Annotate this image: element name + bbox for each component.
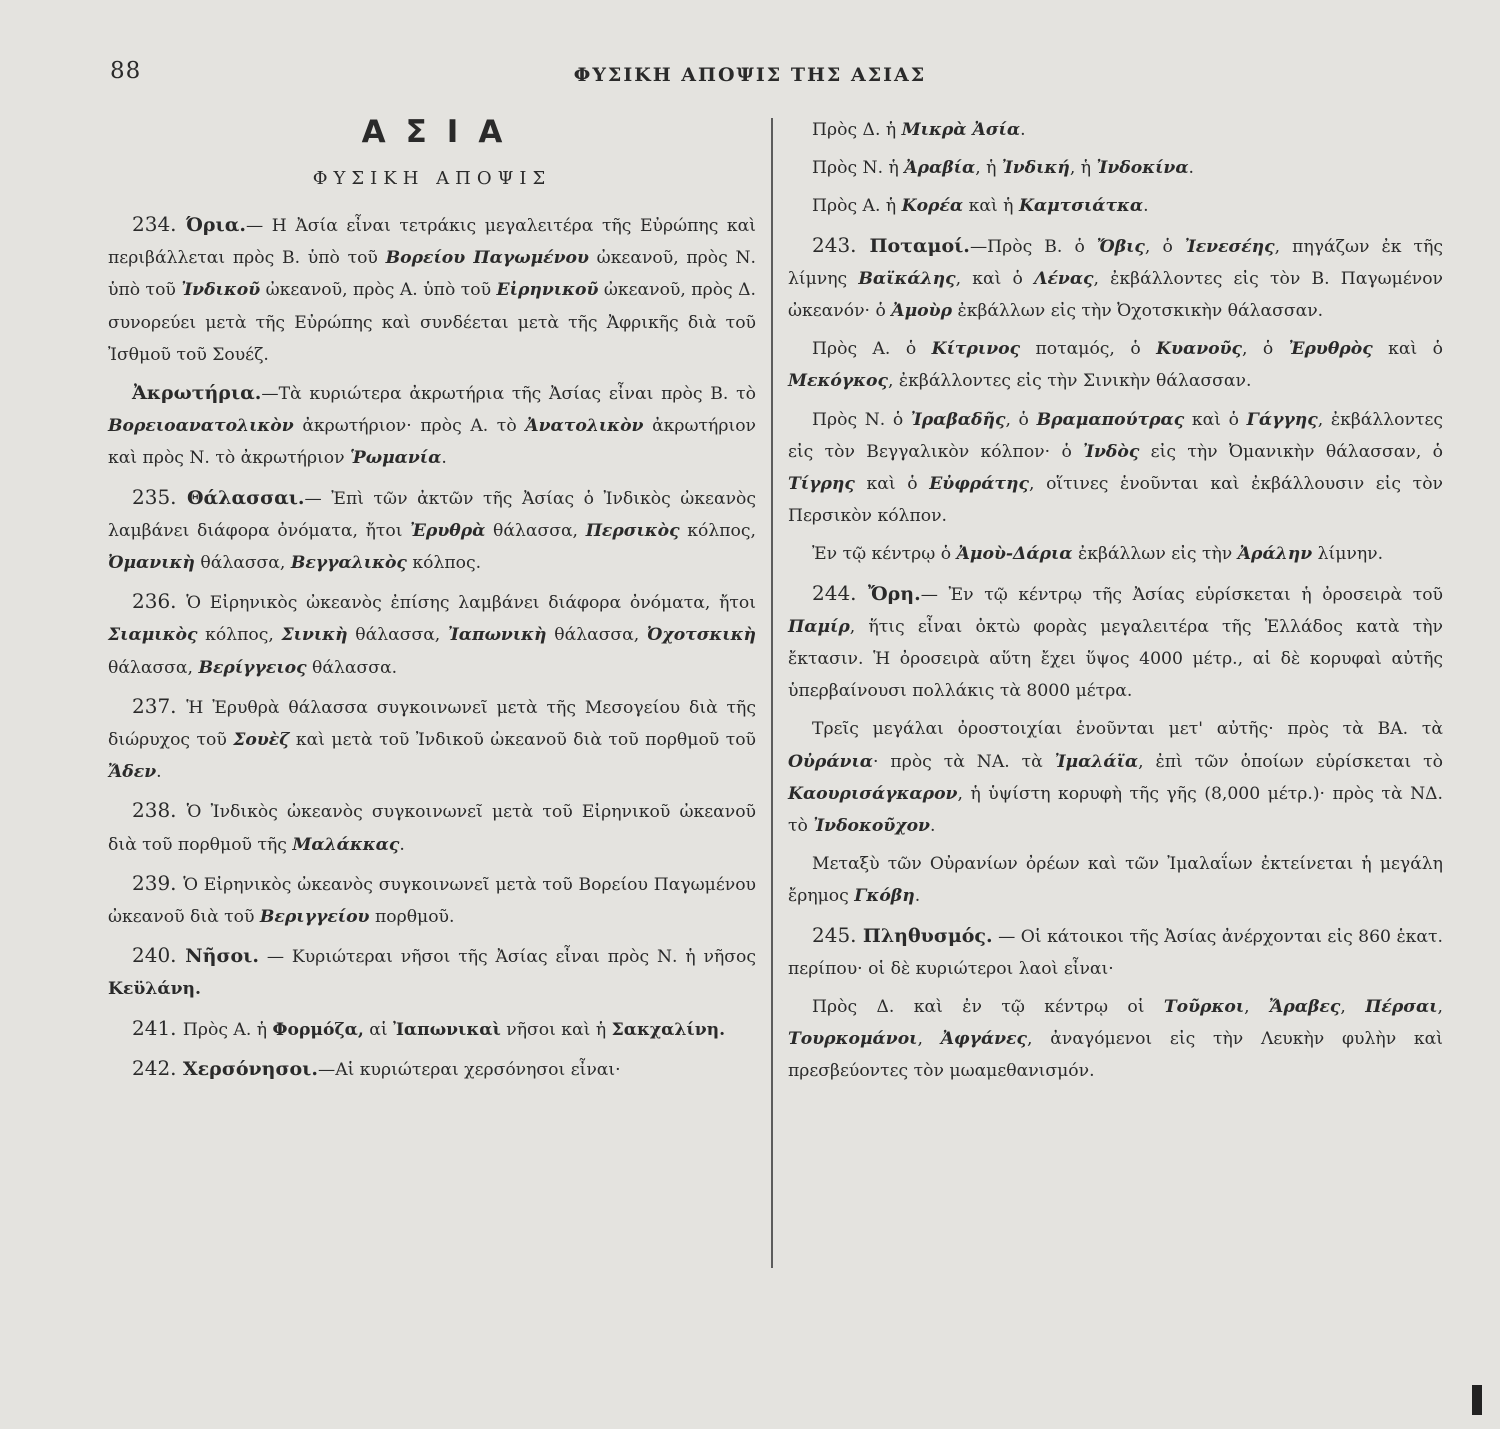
text-run: κόλπος. xyxy=(406,553,482,574)
text-run: Μαλάκκας xyxy=(292,834,400,855)
text-run: , ἐκβάλλοντες εἰς τὸν Βεγγαλικὸν κόλπον· ὁ xyxy=(788,409,1444,462)
text-run: . xyxy=(914,886,921,907)
text-run: . xyxy=(1143,196,1149,217)
text-run: Σινικὴ xyxy=(281,625,348,646)
text-run: Ἄραβες xyxy=(1269,997,1341,1018)
text-run: —Αἱ κυριώτεραι χερσόνησοι εἶναι· xyxy=(318,1059,621,1080)
text-run: . xyxy=(441,448,447,469)
text-run: . xyxy=(156,762,162,783)
text-run: Ὁ Εἰρηνικὸς ὠκεανὸς συγκοινωνεῖ μετὰ τοῦ Βορείου Παγωμένου ὠκεανοῦ διὰ τοῦ xyxy=(108,874,756,928)
text-run: Σιαμικὸς xyxy=(108,625,198,646)
text-run: Καμτσιάτκα xyxy=(1018,196,1144,217)
text-run: , xyxy=(1437,997,1443,1018)
text-run: καὶ μετὰ τοῦ Ἰνδικοῦ ὠκεανοῦ διὰ τοῦ πορθμοῦ τοῦ xyxy=(289,730,756,751)
text-run: Ἰνδική xyxy=(1001,158,1070,179)
text-run: καὶ ὁ xyxy=(1184,409,1247,430)
text-run: Πέρσαι xyxy=(1365,997,1438,1018)
text-run: Σουὲζ xyxy=(233,730,290,751)
text-run: — Η Ἀσία εἶναι τετράκις μεγαλειτέρα τῆς Εὐρώπης καὶ περιβάλλεται πρὸς Β. ὑπὸ τοῦ xyxy=(108,216,756,269)
text-run: Περσικὸς xyxy=(585,520,680,541)
text-run: Φορμόζα, xyxy=(272,1019,364,1040)
text-run: Πρὸς Ν. ἡ xyxy=(812,158,905,179)
paragraph xyxy=(108,867,756,933)
running-head: ΦΥΣΙΚΗ ΑΠΟΨΙΣ ΤΗΣ ΑΣΙΑΣ xyxy=(573,64,927,86)
paragraph xyxy=(108,794,756,860)
text-run: Γκόβη xyxy=(854,886,915,907)
text-run: Βαϊκάλης xyxy=(858,268,956,289)
paragraph xyxy=(108,1052,756,1086)
text-run: — Ἐν τῷ κέντρῳ τῆς Ἀσίας εὑρίσκεται ἡ ὀροσειρὰ τοῦ xyxy=(920,584,1443,605)
section-number: 241. xyxy=(132,1015,183,1040)
right-column xyxy=(788,114,1443,1094)
text-run: καὶ ὁ xyxy=(854,474,930,495)
text-run: Βεγγαλικὸς xyxy=(290,553,407,574)
text-run: Ἰενεσέης xyxy=(1184,236,1275,257)
section-number: 237. xyxy=(132,693,187,718)
text-run: ὠκεανοῦ, πρὸς Δ. συνορεύει μετὰ τῆς Εὐρώπης καὶ συνδέεται μετὰ τῆς Ἀφρικῆς διὰ τοῦ Ἰσθμοῦ τοῦ Σουέζ. xyxy=(108,280,757,365)
chapter-subtitle: ΦΥΣΙΚΗ ΑΠΟΨΙΣ xyxy=(312,168,552,189)
text-run: Ἀμοὺρ xyxy=(891,301,953,322)
text-run: Πρὸς Α. ἡ xyxy=(182,1019,273,1040)
text-run: Πρὸς Δ. καὶ ἐν τῷ κέντρῳ οἱ xyxy=(812,997,1164,1018)
text-run: ἀκρωτήριον καὶ πρὸς Ν. τὸ ἀκρωτήριον xyxy=(108,416,756,469)
text-run: Ἰαπωνικὴ xyxy=(447,625,547,646)
paragraph xyxy=(788,713,1443,842)
text-run: Τουρκομάνοι xyxy=(788,1029,918,1050)
text-run: , ἀναγόμενοι εἰς τὴν Λευκὴν φυλὴν καὶ πρεσβεύοντες τὸν μωαμεθανισμόν. xyxy=(788,1029,1444,1082)
section-number: 238. xyxy=(132,798,187,823)
text-run: Τίγρης xyxy=(788,474,855,495)
text-run: πορθμοῦ. xyxy=(369,907,455,928)
text-run: — Ἐπὶ τῶν ἀκτῶν τῆς Ἀσίας ὁ Ἰνδικὸς ὠκεανὸς λαμβάνει διάφορα ὀνόματα, ἤτοι xyxy=(108,488,756,541)
text-run: · πρὸς τὰ ΝΑ. τὰ xyxy=(873,751,1055,772)
section-heading: Χερσόνησοι. xyxy=(182,1057,318,1080)
text-run: θάλασσα. xyxy=(306,657,398,678)
text-run: . xyxy=(929,816,936,837)
section-number: 244. xyxy=(812,580,869,605)
paragraph xyxy=(108,1012,756,1046)
text-run: — Κυριώτεραι νῆσοι τῆς Ἀσίας εἶναι πρὸς Ν. ἡ νῆσος xyxy=(258,947,756,968)
paragraph xyxy=(788,919,1443,985)
section-heading: Νῆσοι. xyxy=(185,945,259,968)
text-run: ὠκεανοῦ, πρὸς Ν. ὑπὸ τοῦ xyxy=(108,248,756,301)
text-run: Πρὸς Ν. ὁ xyxy=(812,409,911,430)
text-run: , οἵτινες ἑνοῦνται καὶ ἐκβάλλουσιν εἰς τὸν Περσικὸν κόλπον. xyxy=(788,474,1443,527)
section-number: 234. xyxy=(132,212,187,236)
text-run: Πρὸς Δ. ἡ xyxy=(812,120,902,140)
text-run: , ἐκβάλλοντες εἰς τὸν Β. Παγωμένον ὠκεανόν· ὁ xyxy=(788,268,1444,322)
paragraph xyxy=(788,538,1443,570)
text-run: Ἄδεν xyxy=(108,762,157,783)
section-heading: Ἀκρωτήρια. xyxy=(132,382,262,405)
paragraph xyxy=(108,690,756,789)
text-run: . xyxy=(399,834,405,855)
paragraph xyxy=(108,481,756,580)
text-run: κόλπος, xyxy=(679,520,756,541)
text-run: Ἀνατολικὸν xyxy=(525,416,644,437)
text-run: — Οἱ κάτοικοι τῆς Ἀσίας ἀνέρχονται εἰς 860 ἑκατ. περίπου· οἱ δὲ κυριώτεροι λαοὶ εἶναι· xyxy=(788,926,1443,979)
text-run: θάλασσα, xyxy=(546,625,647,646)
scan-edge-mark xyxy=(1472,1385,1482,1415)
text-run: Ἡ Ἐρυθρὰ θάλασσα συγκοινωνεῖ μετὰ τῆς Μεσογείου διὰ τῆς διώρυχος τοῦ xyxy=(108,697,756,751)
text-run: , ὁ xyxy=(1242,339,1289,360)
text-run: , ἡ ὑψίστη κορυφὴ τῆς γῆς (8,000 μέτρ.)· πρὸς τὰ ΝΔ. τὸ xyxy=(788,783,1443,837)
text-run: Κίτρινος xyxy=(931,339,1021,360)
text-run: Ἰνδοκοῦχον xyxy=(813,816,930,837)
text-run: ἐκβάλλων εἰς τὴν Ὀχοτσκικὴν θάλασσαν. xyxy=(952,301,1324,322)
text-run: Καουρισάγκαρον xyxy=(788,783,958,804)
text-run: νῆσοι καὶ ἡ xyxy=(500,1019,612,1040)
text-run: , ὁ xyxy=(1005,409,1037,430)
text-run: Βερίγγειος xyxy=(198,657,307,678)
left-column-body xyxy=(108,208,756,1086)
text-run: Βορειοανατολικὸν xyxy=(108,416,294,437)
text-run: Ὁ Εἰρηνικὸς ὠκεανὸς ἐπίσης λαμβάνει διάφορα ὀνόματα, ἤτοι xyxy=(186,593,757,614)
text-run: καὶ ἡ xyxy=(963,196,1019,217)
text-run: Μικρὰ Ἀσία xyxy=(901,120,1021,140)
text-run: Γάγγης xyxy=(1246,409,1318,430)
text-run: , πηγάζων ἐκ τῆς λίμνης xyxy=(788,236,1443,289)
section-heading: Όρια. xyxy=(186,214,246,236)
paragraph xyxy=(108,585,756,684)
text-run: Βεριγγείου xyxy=(259,907,370,928)
text-run: , ἡ xyxy=(1069,158,1097,179)
right-column-body xyxy=(788,114,1443,1088)
text-run: —Τὰ κυριώτερα ἀκρωτήρια τῆς Ἀσίας εἶναι πρὸς Β. τὸ xyxy=(261,384,756,405)
section-number: 235. xyxy=(132,484,187,509)
text-run: Ἀμοὺ-Δάρια xyxy=(956,544,1073,565)
text-run: , ὁ xyxy=(1144,236,1185,257)
text-run: Ὄβις xyxy=(1096,236,1145,257)
text-run: Ἰνδικοῦ xyxy=(181,280,261,301)
paragraph xyxy=(108,377,756,475)
text-run: . xyxy=(1020,120,1026,140)
text-run: Ῥωμανία xyxy=(350,448,442,469)
text-run: Ὀμανικὴ xyxy=(108,553,195,574)
text-run: Ὁ Ἰνδικὸς ὠκεανὸς συγκοινωνεῖ μετὰ τοῦ Εἰρηνικοῦ ὠκεανοῦ διὰ τοῦ πορθμοῦ τῆς xyxy=(108,802,757,855)
section-number: 242. xyxy=(132,1055,183,1080)
chapter-title: ΑΣΙΑ xyxy=(361,114,523,150)
text-run: Ἰμαλάϊα xyxy=(1054,751,1139,772)
paragraph xyxy=(788,190,1443,222)
text-run: ὠκεανοῦ, πρὸς Α. ὑπὸ τοῦ xyxy=(260,280,497,301)
text-run: Λένας xyxy=(1034,268,1094,289)
text-run: θάλασσα, xyxy=(485,520,586,541)
text-run: Εἰρηνικοῦ xyxy=(496,280,599,301)
text-run: Ἰνδὸς xyxy=(1083,441,1140,462)
paragraph xyxy=(108,208,756,371)
section-number: 245. xyxy=(812,922,863,947)
text-run: Κεϋλάνη. xyxy=(108,979,201,1000)
text-run: Ἰαπωνικαὶ xyxy=(393,1019,501,1040)
text-run: —Πρὸς Β. ὁ xyxy=(969,236,1097,257)
section-heading: Θάλασσαι. xyxy=(186,486,305,509)
text-run: ἀκρωτήριον· πρὸς Α. τὸ xyxy=(293,416,526,437)
text-run: λίμνην. xyxy=(1312,544,1384,565)
section-number: 236. xyxy=(132,589,187,614)
text-run: Κυανοῦς xyxy=(1156,339,1242,360)
paragraph xyxy=(788,991,1443,1088)
section-number: 243. xyxy=(812,232,870,257)
text-run: Ἰνδοκίνα xyxy=(1096,158,1189,179)
text-run: καὶ ὁ xyxy=(1372,339,1443,360)
text-run: Κορέα xyxy=(901,196,964,217)
section-number: 239. xyxy=(132,870,184,895)
section-heading: Ὄρη. xyxy=(868,582,921,605)
left-column xyxy=(108,112,756,1092)
text-run: , καὶ ὁ xyxy=(955,268,1035,289)
paragraph xyxy=(788,848,1443,912)
text-run: Μεκόγκος xyxy=(788,371,888,392)
text-run: . xyxy=(1188,158,1195,179)
text-run: , ἐπὶ τῶν ὁποίων εὑρίσκεται τὸ xyxy=(1138,751,1443,772)
paragraph xyxy=(788,577,1443,708)
text-run: Ἐν τῷ κέντρῳ ὁ xyxy=(812,544,957,565)
text-run: εἰς τὴν Ὀμανικὴν θάλασσαν, ὁ xyxy=(1139,441,1444,462)
text-run: κόλπος, xyxy=(197,625,282,646)
text-run: Μεταξὺ τῶν Οὐρανίων ὀρέων καὶ τῶν Ἰμαλαΐων ἐκτείνεται ἡ μεγάλη ἔρημος xyxy=(788,854,1443,907)
text-run: , xyxy=(1244,997,1270,1018)
text-run: Ἀραβία xyxy=(904,158,976,179)
text-run: Πρὸς Α. ἡ xyxy=(812,196,902,217)
paragraph xyxy=(788,333,1443,397)
text-run: Βορείου Παγωμένου xyxy=(385,248,589,269)
section-heading: Πληθυσμός. xyxy=(862,924,993,947)
section-heading: Ποταμοί. xyxy=(869,234,970,257)
paragraph xyxy=(788,114,1443,146)
text-run: Ἀφγάνες xyxy=(940,1029,1028,1050)
paragraph xyxy=(788,152,1443,184)
text-run: , ἡ xyxy=(975,158,1002,179)
text-run: Ἐρυθρὰ xyxy=(410,520,486,541)
paragraph xyxy=(788,404,1443,533)
text-run: Σακχαλίνη. xyxy=(611,1019,726,1040)
text-run: Τρεῖς μεγάλαι ὀροστοιχίαι ἑνοῦνται μετ' αὐτῆς· πρὸς τὰ ΒΑ. τὰ xyxy=(812,719,1443,740)
text-run: θάλασσα, xyxy=(347,625,448,646)
text-run: Εὐφράτης xyxy=(929,474,1029,495)
paragraph xyxy=(788,229,1443,328)
text-run: Τοῦρκοι xyxy=(1163,997,1245,1018)
text-run: Ὀχοτσκικὴ xyxy=(646,625,756,646)
text-run: , xyxy=(917,1029,941,1050)
text-run: αἱ xyxy=(363,1019,394,1040)
text-run: ἐκβάλλων εἰς τὴν xyxy=(1072,544,1238,565)
text-run: Παμίρ xyxy=(788,616,850,637)
text-run: Ἀράλην xyxy=(1237,544,1313,565)
paragraph xyxy=(108,939,756,1005)
column-divider xyxy=(771,118,773,1268)
text-run: Ἐρυθρὸς xyxy=(1288,339,1373,360)
text-run: , ἥτις εἶναι ὀκτὼ φορὰς μεγαλειτέρα τῆς Ἑλλάδος κατὰ τὴν ἔκτασιν. Ἡ ὀροσειρὰ αὕτη ἔχει ὕψος 4000 μέτρ., αἱ δὲ κορυφαὶ αὐτῆς ὑπερβαίνουσι πολλάκις τὰ 8000 μέτρα. xyxy=(788,616,1443,702)
text-run: θάλασσα, xyxy=(194,553,291,574)
text-run: Οὐράνια xyxy=(788,751,874,772)
text-run: ποταμός, ὁ xyxy=(1020,339,1157,360)
text-run: Βραμαπούτρας xyxy=(1036,409,1185,430)
text-run: θάλασσα, xyxy=(108,657,199,678)
section-number: 240. xyxy=(132,943,186,968)
page-number: 88 xyxy=(110,58,142,84)
text-run: , xyxy=(1340,997,1366,1018)
text-run: Ἰραβαδῆς xyxy=(910,409,1006,430)
text-run: , ἐκβάλλοντες εἰς τὴν Σινικὴν θάλασσαν. xyxy=(887,371,1252,392)
text-run: Πρὸς Α. ὁ xyxy=(812,339,932,360)
